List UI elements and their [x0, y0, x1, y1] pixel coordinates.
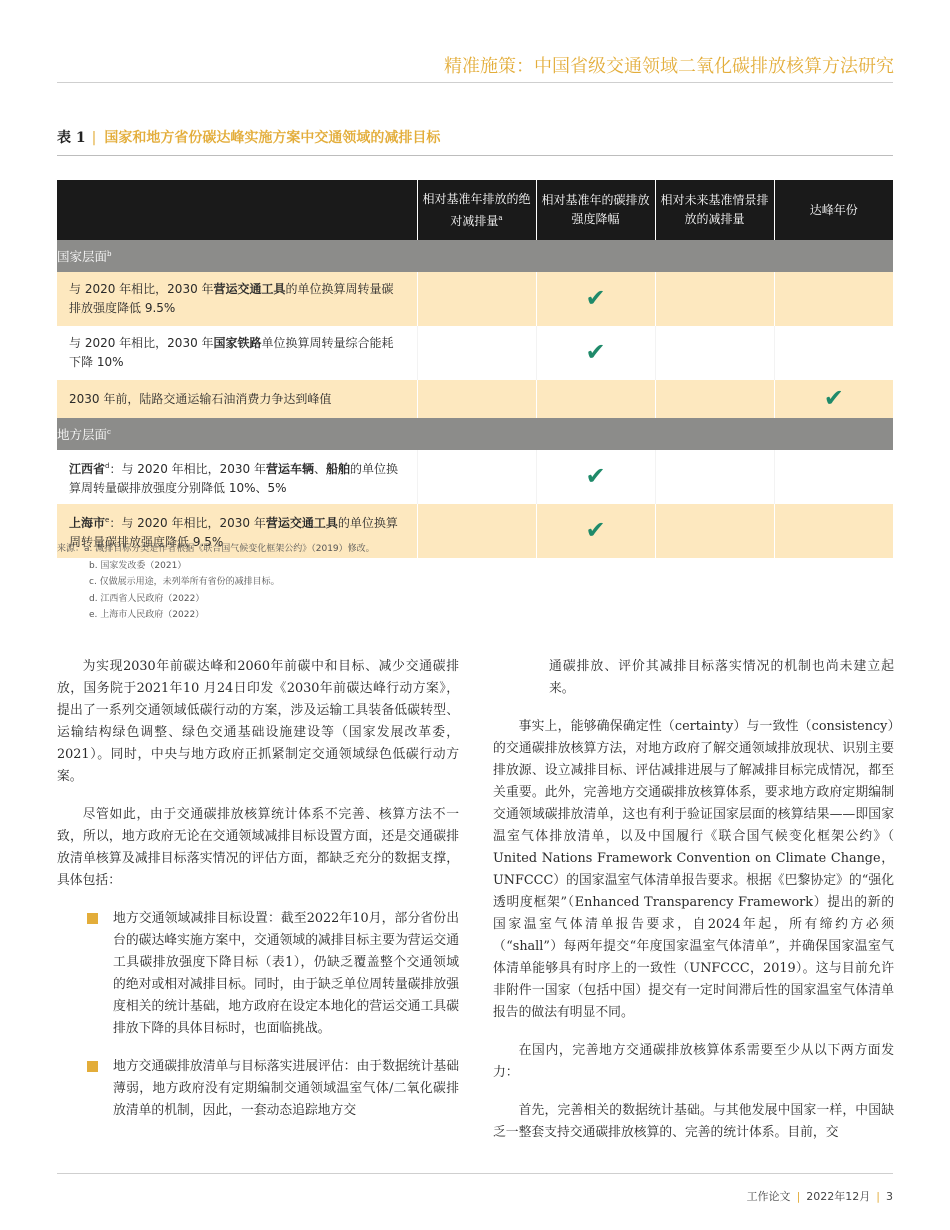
- check-cell: [774, 450, 893, 504]
- section-row-national: [57, 240, 893, 272]
- body-column-left: [57, 656, 459, 1138]
- column-header-intensity-reduction: 相对基准年的碳排放强度降幅: [536, 180, 655, 240]
- footer-date: 2022年12月: [806, 1190, 871, 1203]
- check-icon: ✔: [585, 516, 606, 544]
- table-label: 表 1: [57, 130, 86, 146]
- check-cell: [774, 380, 893, 418]
- body-paragraph: 事实上，能够确保确定性（certainty）与一致性（consistency）的交通碳排放核算方法，对地方政府了解交通领域排放现状、识别主要排放源、设立减排目标、评估减排进展与了解减排目标完成情况，都至关重要。此外，完善地方交通碳排放核算体系，要求地方政府定期编制交通领域碳排放清单，这也有利于验证国家层面的核算结果——即国家温室气体排放清单，以及中国履行《联合国气候变化框架公约》（ United Nations Framework Convention on Climate Change，UNFCCC）的国家温室气体清单报告要求。根据《巴黎协定》的“强化透明度框架”（Enhanced Transparency Framework）提出的新的国家温室气体清单报告要求，自2024年起，所有缔约方必须（“shall”）每两年提交“年度国家温室气体清单”，并确保国家温室气体清单能够具有时序上的一致性（UNFCCC，2019）。这与目前允许非附件一国家（包括中国）提交有一定时间滞后性的国家温室气体清单报告的做法有明显不同。: [493, 719, 894, 1020]
- check-icon: ✔: [585, 284, 606, 312]
- check-cell: [536, 326, 655, 380]
- check-cell: [655, 272, 774, 326]
- caption-separator: |: [91, 130, 97, 146]
- check-cell: [536, 380, 655, 418]
- check-icon: ✔: [585, 338, 606, 366]
- bullet-continuation: 通碳排放、评价其减排目标落实情况的机制也尚未建立起来。: [549, 659, 894, 696]
- footer-separator: |: [796, 1190, 801, 1203]
- check-icon: ✔: [585, 462, 606, 490]
- source-line: c. 仅做展示用途，未列举所有省份的减排目标。: [89, 577, 280, 587]
- check-cell: [774, 504, 893, 558]
- row-description: 上海市$^e$：与 2020 年相比，2030 年营运交通工具的单位换算周转量碳排放强度降低 9.5%: [57, 504, 417, 558]
- check-cell: [417, 380, 536, 418]
- column-header-description: [57, 180, 417, 240]
- check-cell: [655, 450, 774, 504]
- check-cell: [417, 450, 536, 504]
- bullet-item: 地方交通碳排放清单与目标落实进展评估：由于数据统计基础薄弱，地方政府没有定期编制交通领域温室气体/二氧化碳排放清单的机制，因此，一套动态追踪地方交: [57, 1056, 459, 1122]
- check-cell: [774, 272, 893, 326]
- source-line: d. 江西省人民政府（2022）: [89, 593, 205, 604]
- check-cell: [417, 272, 536, 326]
- page-number: 3: [886, 1190, 893, 1203]
- source-line: b. 国家发改委（2021）: [89, 560, 187, 571]
- section-label-national: 国家层面$^b$: [57, 240, 893, 272]
- running-header-title: 精准施策：中国省级交通领域二氧化碳排放核算方法研究: [444, 56, 894, 77]
- row-description: 2030 年前，陆路交通运输石油消费力争达到峰值: [57, 380, 417, 418]
- check-cell: [774, 326, 893, 380]
- source-line: 来源：a. 减排目标分类是作者根据《联合国气候变化框架公约》（2019）修改。: [57, 544, 375, 554]
- check-icon: ✔: [823, 384, 844, 412]
- table-header-row: [57, 180, 893, 240]
- sources-label: 来源：: [57, 544, 85, 554]
- section-row-local: [57, 418, 893, 450]
- page-footer: [747, 1188, 893, 1204]
- check-cell: [655, 326, 774, 380]
- check-cell: [417, 504, 536, 558]
- column-header-absolute-reduction: 相对基准年排放的绝对减排量$^a$: [417, 180, 536, 240]
- table-caption: [57, 127, 440, 147]
- footer-divider: [57, 1173, 893, 1174]
- bullet-square-icon: [87, 913, 98, 924]
- caption-divider: [57, 155, 893, 156]
- check-cell: [536, 504, 655, 558]
- footer-separator: |: [876, 1190, 880, 1203]
- body-paragraph: 为实现2030年前碳达峰和2060年前碳中和目标、减少交通碳排放，国务院于2021年10 月24日印发《2030年前碳达峰行动方案》，提出了一系列交通领域低碳行动的方案，涉及运输工具装备低碳转型、运输结构绿色调整、绿色交通基础设施建设等（国家发展改革委，2021）。同时，中央与地方政府正抓紧制定交通领域绿色低碳行动方案。: [57, 659, 459, 784]
- footer-series: 工作论文: [746, 1190, 791, 1203]
- table-row: [57, 326, 893, 380]
- targets-table: [57, 180, 893, 558]
- check-cell: [655, 380, 774, 418]
- column-header-bau-reduction: 相对未来基准情景排放的减排量: [655, 180, 774, 240]
- source-line: e. 上海市人民政府（2022）: [89, 610, 205, 620]
- header-divider: [57, 82, 893, 83]
- section-label-local: 地方层面$^c$: [57, 418, 893, 450]
- check-cell: [536, 272, 655, 326]
- table-title: 国家和地方省份碳达峰实施方案中交通领域的减排目标: [104, 130, 441, 146]
- bullet-item: 地方交通领域减排目标设置：截至2022年10月，部分省份出台的碳达峰实施方案中，交通领域的减排目标主要为营运交通工具碳排放强度下降目标（表1），仍缺乏覆盖整个交通领域的绝对或相对减排目标。同时，由于缺乏单位周转量碳排放强度相关的统计基础，地方政府在设定本地化的营运交通工具碳排放下降的具体目标时，也面临挑战。: [57, 908, 459, 1040]
- column-header-peak-year: 达峰年份: [774, 180, 893, 240]
- check-cell: [655, 504, 774, 558]
- body-paragraph: 尽管如此，由于交通碳排放核算统计体系不完善、核算方法不一致，所以，地方政府无论在交通领域减排目标设置方面，还是交通碳排放清单核算及减排目标落实情况的评估方面，都缺乏充分的数据支撑，具体包括：: [57, 807, 459, 888]
- row-description: 与 2020 年相比，2030 年营运交通工具的单位换算周转量碳排放强度降低 9.5%: [57, 272, 417, 326]
- row-description: 江西省$^d$：与 2020 年相比，2030 年营运车辆、船舶的单位换算周转量碳排放强度分别降低 10%、5%: [57, 450, 417, 504]
- check-cell: [536, 450, 655, 504]
- table-row: [57, 450, 893, 504]
- body-paragraph: 首先，完善相关的数据统计基础。与其他发展中国家一样，中国缺乏一整套支持交通碳排放核算的、完善的统计体系。目前，交: [493, 1103, 894, 1140]
- body-paragraph: 在国内，完善地方交通碳排放核算体系需要至少从以下两方面发力：: [493, 1043, 894, 1080]
- body-column-right: [493, 656, 894, 1160]
- bullet-square-icon: [87, 1061, 98, 1072]
- check-cell: [417, 326, 536, 380]
- table-row: [57, 272, 893, 326]
- row-description: 与 2020 年相比，2030 年国家铁路单位换算周转量综合能耗下降 10%: [57, 326, 417, 380]
- table-row: [57, 380, 893, 418]
- table-sources: [57, 541, 375, 624]
